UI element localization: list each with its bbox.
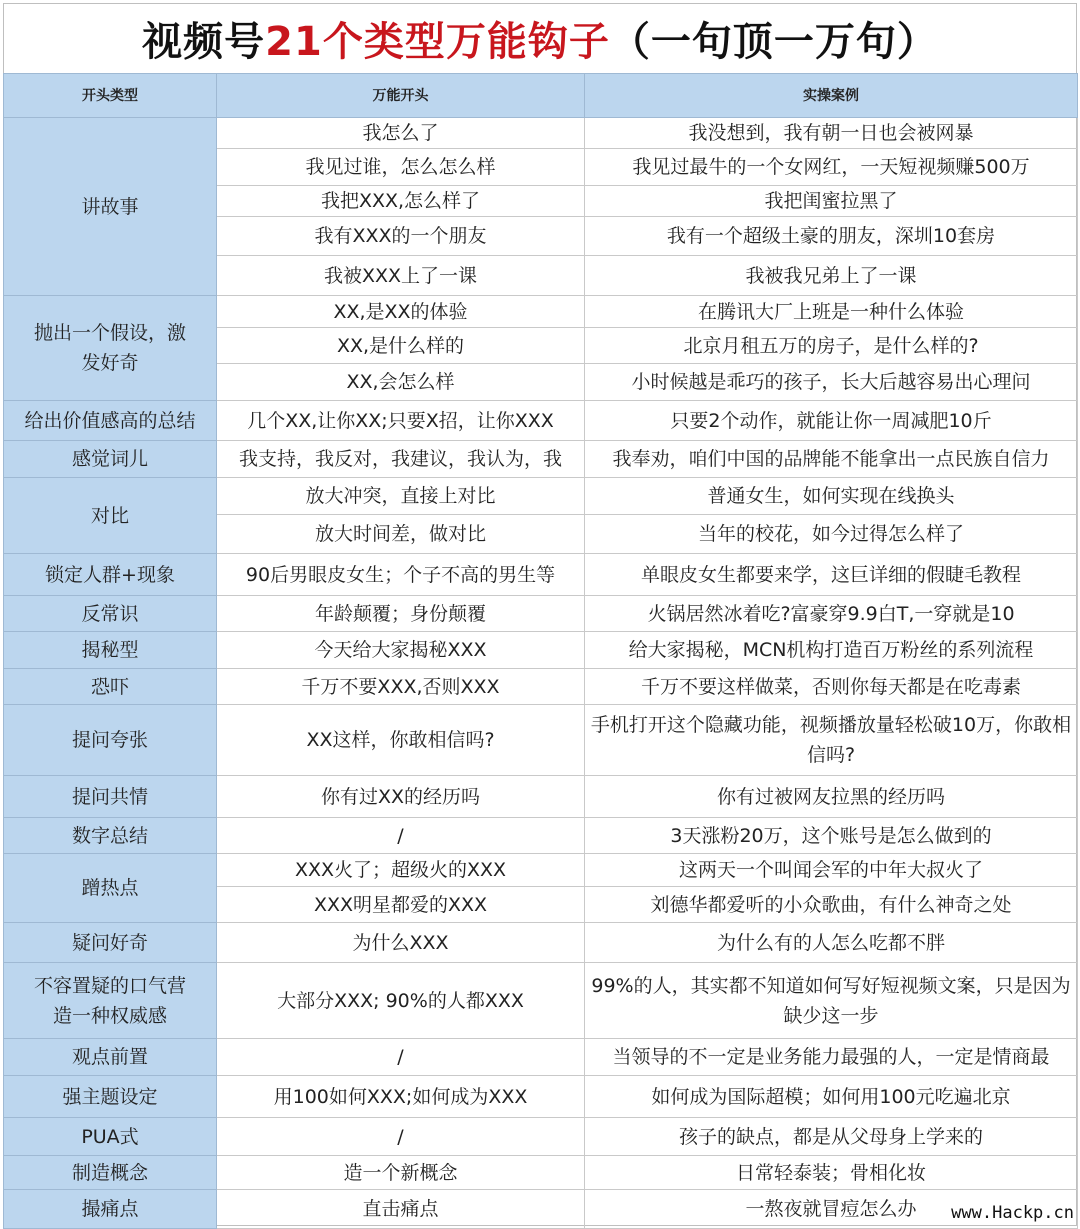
hook-cell: XX这样，你敢相信吗?	[217, 705, 585, 776]
hook-cell: XX,会怎么样	[217, 364, 585, 401]
category-cell: 制造概念	[4, 1156, 217, 1190]
header-hook: 万能开头	[217, 74, 585, 118]
table-row	[4, 118, 1078, 149]
page-title	[3, 3, 1077, 73]
example-cell: 这两天一个叫闻会军的中年大叔火了	[585, 854, 1078, 887]
example-cell: 火锅居然冰着吃?富豪穿9.9白T,一穿就是10	[585, 596, 1078, 632]
category-cell: 抛出一个假设，激发好奇	[4, 296, 217, 401]
hook-cell: 直击痛点	[217, 1190, 585, 1229]
hook-cell: XX,是XX的体验	[217, 296, 585, 328]
category-cell: 反常识	[4, 596, 217, 632]
example-cell: 3天涨粉20万，这个账号是怎么做到的	[585, 818, 1078, 854]
category-cell: 给出价值感高的总结	[4, 401, 217, 441]
hook-cell: 年龄颠覆；身份颠覆	[217, 596, 585, 632]
table-row	[4, 669, 1078, 705]
category-cell: 提问夸张	[4, 705, 217, 776]
category-cell: 恐吓	[4, 669, 217, 705]
table-row	[4, 1039, 1078, 1076]
example-cell: 北京月租五万的房子，是什么样的?	[585, 328, 1078, 364]
hook-cell: XXX火了；超级火的XXX	[217, 854, 585, 887]
hook-cell: XXX明星都爱的XXX	[217, 887, 585, 923]
example-cell: 日常轻泰装；骨相化妆	[585, 1156, 1078, 1190]
category-cell: 疑问好奇	[4, 923, 217, 963]
hook-cell: 我被XXX上了一课	[217, 256, 585, 296]
example-cell: 普通女生，如何实现在线换头	[585, 478, 1078, 515]
category-cell: 蹭热点	[4, 854, 217, 923]
example-cell: 我没想到，我有朝一日也会被网暴	[585, 118, 1078, 149]
hook-cell: 千万不要XXX,否则XXX	[217, 669, 585, 705]
example-cell: 99%的人，其实都不知道如何写好短视频文案，只是因为缺少这一步	[585, 963, 1078, 1039]
table-header-row	[4, 74, 1078, 118]
header-example: 实操案例	[585, 74, 1078, 118]
category-cell: 强主题设定	[4, 1076, 217, 1118]
example-cell: 手机打开这个隐藏功能，视频播放量轻松破10万，你敢相信吗?	[585, 705, 1078, 776]
table-body	[4, 118, 1078, 1229]
hook-cell: 我怎么了	[217, 118, 585, 149]
example-cell: 如何成为国际超模；如何用100元吃遍北京	[585, 1076, 1078, 1118]
hook-cell: 放大冲突，直接上对比	[217, 478, 585, 515]
hook-cell: 几个XX,让你XX;只要X招，让你XXX	[217, 401, 585, 441]
table-row	[4, 596, 1078, 632]
table-row	[4, 1076, 1078, 1118]
category-cell: 数字总结	[4, 818, 217, 854]
hook-cell: /	[217, 1118, 585, 1156]
table-row	[4, 478, 1078, 515]
example-cell: 一熬夜就冒痘怎么办	[585, 1190, 1078, 1229]
hook-cell: 你有过XX的经历吗	[217, 776, 585, 818]
example-cell: 我奉劝，咱们中国的品牌能不能拿出一点民族自信力	[585, 441, 1078, 478]
example-cell: 你有过被网友拉黑的经历吗	[585, 776, 1078, 818]
example-cell: 为什么有的人怎么吃都不胖	[585, 923, 1078, 963]
example-cell: 孩子的缺点，都是从父母身上学来的	[585, 1118, 1078, 1156]
table-row	[4, 554, 1078, 596]
table-row	[4, 401, 1078, 441]
example-cell: 当年的校花，如今过得怎么样了	[585, 515, 1078, 554]
table-row	[4, 296, 1078, 328]
hook-cell: 放大时间差，做对比	[217, 515, 585, 554]
table-row	[4, 776, 1078, 818]
table-row	[4, 854, 1078, 887]
example-cell: 只要2个动作，就能让你一周减肥10斤	[585, 401, 1078, 441]
hook-cell: 我支持，我反对，我建议，我认为，我	[217, 441, 585, 478]
hook-cell: 大部分XXX; 90%的人都XXX	[217, 963, 585, 1039]
example-cell: 千万不要这样做菜，否则你每天都是在吃毒素	[585, 669, 1078, 705]
example-cell: 给大家揭秘，MCN机构打造百万粉丝的系列流程	[585, 632, 1078, 669]
category-cell: 讲故事	[4, 118, 217, 296]
example-cell: 当领导的不一定是业务能力最强的人，一定是情商最	[585, 1039, 1078, 1076]
table-row	[4, 632, 1078, 669]
table-row	[4, 818, 1078, 854]
category-cell: 锁定人群+现象	[4, 554, 217, 596]
category-cell: 撮痛点	[4, 1190, 217, 1229]
category-cell: 对比	[4, 478, 217, 554]
category-cell: PUA式	[4, 1118, 217, 1156]
hook-cell: 造一个新概念	[217, 1156, 585, 1190]
category-cell: 揭秘型	[4, 632, 217, 669]
hook-cell: 我把XXX,怎么样了	[217, 186, 585, 217]
hook-table	[3, 73, 1078, 1229]
example-cell: 我见过最牛的一个女网红，一天短视频赚500万	[585, 149, 1078, 186]
table-row	[4, 1118, 1078, 1156]
hook-cell: 我有XXX的一个朋友	[217, 217, 585, 256]
example-cell: 我被我兄弟上了一课	[585, 256, 1078, 296]
table-row	[4, 441, 1078, 478]
hook-cell: /	[217, 818, 585, 854]
hook-cell: XX,是什么样的	[217, 328, 585, 364]
example-cell: 小时候越是乖巧的孩子，长大后越容易出心理问	[585, 364, 1078, 401]
hook-cell: 90后男眼皮女生；个子不高的男生等	[217, 554, 585, 596]
example-cell: 我有一个超级土豪的朋友，深圳10套房	[585, 217, 1078, 256]
watermark: www.Hackp.cn	[951, 1203, 1074, 1223]
example-cell: 刘德华都爱听的小众歌曲，有什么神奇之处	[585, 887, 1078, 923]
title-prefix: 视频号	[142, 18, 266, 65]
category-cell: 观点前置	[4, 1039, 217, 1076]
table-row	[4, 923, 1078, 963]
table-row	[4, 963, 1078, 1039]
table-row	[4, 1156, 1078, 1190]
category-cell: 感觉词儿	[4, 441, 217, 478]
example-cell: 我把闺蜜拉黑了	[585, 186, 1078, 217]
hook-cell: 为什么XXX	[217, 923, 585, 963]
header-category: 开头类型	[4, 74, 217, 118]
example-cell: 在腾讯大厂上班是一种什么体验	[585, 296, 1078, 328]
example-cell: 单眼皮女生都要来学，这巨详细的假睫毛教程	[585, 554, 1078, 596]
category-cell: 提问共情	[4, 776, 217, 818]
table-row	[4, 705, 1078, 776]
hook-cell: 用100如何XXX;如何成为XXX	[217, 1076, 585, 1118]
category-cell: 不容置疑的口气营造一种权威感	[4, 963, 217, 1039]
hook-cell: 我见过谁，怎么怎么样	[217, 149, 585, 186]
hook-cell: 今天给大家揭秘XXX	[217, 632, 585, 669]
hook-cell: /	[217, 1039, 585, 1076]
title-suffix: （一句顶一万句）	[609, 18, 938, 65]
table-row	[4, 1190, 1078, 1229]
title-highlight: 21个类型万能钩子	[265, 18, 610, 65]
